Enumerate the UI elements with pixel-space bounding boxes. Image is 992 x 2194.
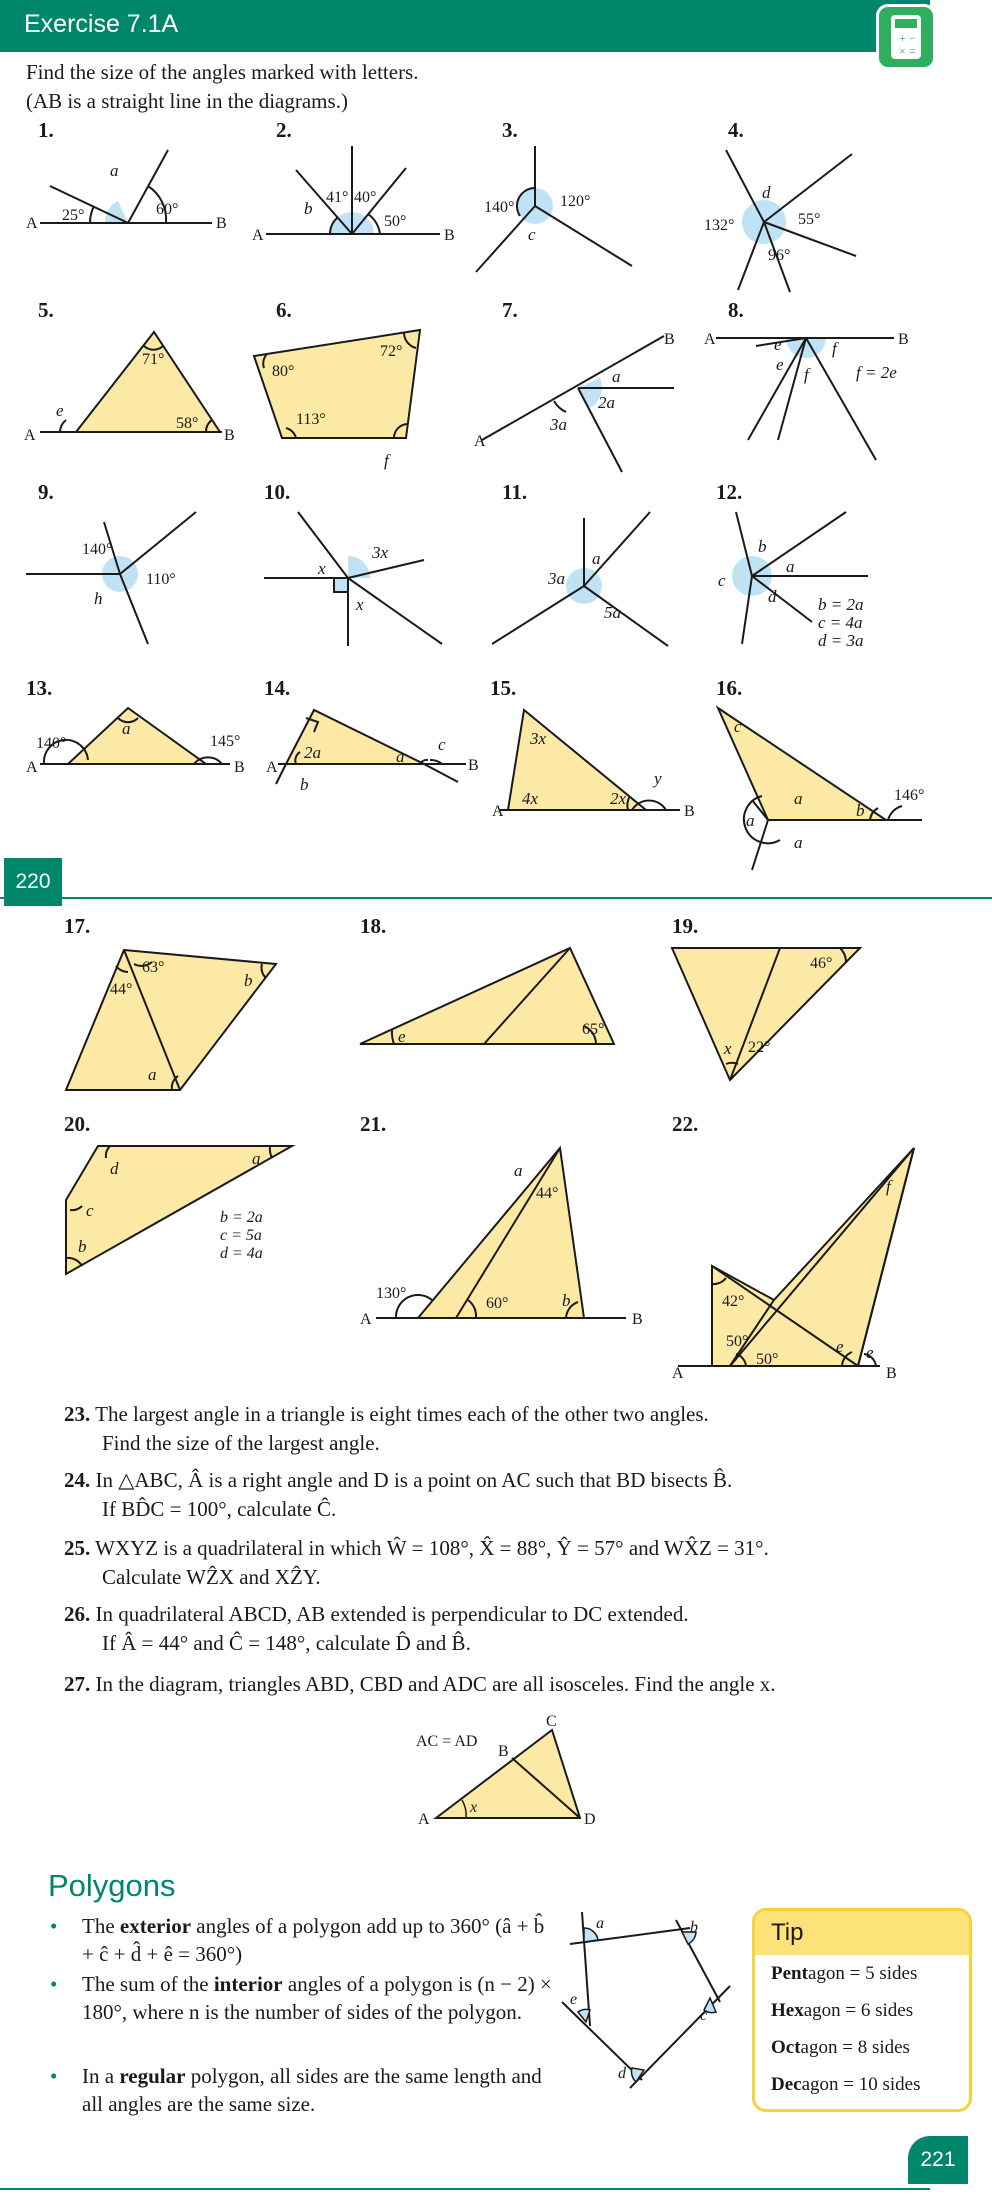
svg-text:a: a: [794, 833, 803, 852]
svg-text:22°: 22°: [748, 1039, 771, 1056]
svg-text:b: b: [562, 1291, 571, 1310]
svg-text:113°: 113°: [296, 411, 326, 428]
svg-text:50°: 50°: [384, 213, 407, 230]
question-number: 21.: [360, 1112, 387, 1136]
svg-text:A: A: [360, 1311, 372, 1328]
svg-text:5a: 5a: [604, 603, 621, 622]
svg-text:B: B: [224, 427, 235, 444]
svg-text:f = 2e: f = 2e: [856, 363, 897, 382]
svg-text:e: e: [570, 1991, 578, 2008]
svg-text:B: B: [898, 331, 909, 348]
svg-text:d: d: [618, 2065, 626, 2082]
svg-text:a: a: [794, 789, 803, 808]
svg-text:132°: 132°: [704, 217, 735, 234]
question-24: 24. In △ABC, Â is a right angle and D is a point on AC such that BD bisects B̂. If BD̂C = 100°, calculate Ĉ.: [64, 1468, 733, 1521]
question-number: 1.: [38, 118, 54, 142]
svg-text:B: B: [684, 803, 695, 820]
diagram-q22: [678, 1148, 914, 1366]
svg-text:c: c: [734, 717, 742, 736]
svg-text:65°: 65°: [582, 1021, 605, 1038]
tip-title: Tip: [755, 1911, 969, 1955]
svg-text:c: c: [438, 735, 446, 754]
svg-text:e: e: [866, 1343, 874, 1362]
question-number: 22.: [672, 1112, 699, 1136]
svg-text:b: b: [856, 801, 865, 820]
diagram-q13: [40, 708, 230, 764]
svg-text:3x: 3x: [530, 729, 547, 748]
svg-text:B: B: [886, 1365, 897, 1382]
svg-text:D: D: [584, 1811, 596, 1828]
svg-text:4x: 4x: [522, 789, 539, 808]
polygons-bullet-1: • The exterior angles of a polygon add up to 360° (â + b̂ + ĉ + d̂ + ê = 360°): [50, 1914, 545, 1966]
svg-text:72°: 72°: [380, 343, 403, 360]
svg-text:a: a: [596, 1915, 604, 1932]
svg-text:140°: 140°: [82, 541, 113, 558]
svg-text:40°: 40°: [354, 189, 377, 206]
svg-text:a: a: [252, 1149, 261, 1168]
instruction-line-1: Find the size of the angles marked with letters.: [26, 60, 419, 84]
svg-text:A: A: [492, 803, 504, 820]
svg-text:d = 4a: d = 4a: [220, 1245, 263, 1262]
svg-text:46°: 46°: [810, 955, 833, 972]
svg-text:120°: 120°: [560, 193, 591, 210]
question-number: 20.: [64, 1112, 91, 1136]
instruction-line-2: (AB is a straight line in the diagrams.): [26, 89, 348, 113]
svg-text:41°: 41°: [326, 189, 349, 206]
svg-text:3a: 3a: [550, 415, 567, 434]
svg-text:B: B: [632, 1311, 643, 1328]
diagram-q16: [718, 708, 925, 870]
polygons-bullet-3: • In a regular polygon, all sides are the same length and all angles are the same size.: [50, 2064, 542, 2116]
svg-text:B: B: [468, 757, 479, 774]
svg-text:A: A: [704, 331, 716, 348]
svg-text:a: a: [110, 161, 119, 180]
question-27: 27. In the diagram, triangles ABD, CBD and ADC are all isosceles. Find the angle x.: [64, 1672, 776, 1696]
svg-text:A: A: [474, 433, 486, 450]
page-number-220: 220: [4, 858, 62, 906]
svg-text:b = 2a: b = 2a: [818, 595, 864, 614]
calculator-icon: [876, 4, 936, 70]
svg-text:c: c: [86, 1201, 94, 1220]
svg-text:b: b: [78, 1237, 87, 1256]
svg-text:AC = AD: AC = AD: [416, 1733, 478, 1750]
question-number: 10.: [264, 480, 291, 504]
question-number: 12.: [716, 480, 743, 504]
svg-text:a: a: [396, 747, 405, 766]
diagram-q27: [400, 1706, 610, 1836]
svg-text:a: a: [746, 811, 755, 830]
diagram-q21: [376, 1148, 626, 1318]
tip-item: Hexagon = 6 sides: [771, 2000, 914, 2021]
svg-text:c: c: [700, 2007, 708, 2024]
svg-text:x: x: [356, 595, 364, 614]
svg-text:B: B: [216, 215, 227, 232]
question-number: 8.: [728, 298, 744, 322]
svg-text:d = 3a: d = 3a: [818, 631, 864, 650]
svg-text:A: A: [266, 759, 278, 776]
svg-text:b: b: [690, 1919, 698, 1936]
svg-text:3x: 3x: [372, 543, 389, 562]
svg-text:58°: 58°: [176, 415, 199, 432]
svg-text:h: h: [94, 589, 103, 608]
svg-text:146°: 146°: [894, 787, 925, 804]
svg-text:e: e: [776, 355, 784, 374]
svg-text:80°: 80°: [272, 363, 295, 380]
question-number: 17.: [64, 914, 91, 938]
svg-text:a: a: [148, 1065, 157, 1084]
svg-text:B: B: [498, 1743, 509, 1760]
svg-text:A: A: [26, 759, 38, 776]
question-23: 23. The largest angle in a triangle is eight times each of the other two angles. Find the size of the largest angle.: [64, 1402, 709, 1455]
svg-text:71°: 71°: [142, 351, 165, 368]
svg-text:25°: 25°: [62, 207, 85, 224]
question-number: 3.: [502, 118, 518, 142]
svg-text:a: a: [612, 367, 621, 386]
svg-text:63°: 63°: [142, 959, 165, 976]
question-number: 7.: [502, 298, 518, 322]
question-number: 4.: [728, 118, 744, 142]
diagram-q2: [266, 146, 440, 234]
svg-text:a: a: [786, 557, 795, 576]
question-number: 5.: [38, 298, 54, 322]
polygons-bullet-2: • The sum of the interior angles of a polygon is (n − 2) × 180°, where n is the number of sides of the polygon.: [50, 1972, 552, 2024]
svg-text:50°: 50°: [726, 1333, 749, 1350]
svg-text:b = 2a: b = 2a: [220, 1209, 263, 1226]
svg-text:x: x: [470, 1799, 478, 1816]
svg-text:d: d: [110, 1159, 119, 1178]
svg-text:d: d: [768, 587, 777, 606]
question-number: 18.: [360, 914, 387, 938]
question-number: 14.: [264, 676, 291, 700]
svg-text:d: d: [762, 183, 771, 202]
svg-text:A: A: [418, 1811, 430, 1828]
svg-text:130°: 130°: [376, 1285, 407, 1302]
svg-text:C: C: [546, 1713, 557, 1730]
svg-text:+: +: [899, 31, 906, 45]
page-number-221: 221: [908, 2136, 968, 2184]
svg-text:−: −: [909, 31, 916, 45]
svg-text:f: f: [832, 339, 837, 358]
tip-item: Decagon = 10 sides: [771, 2074, 921, 2095]
svg-text:x: x: [318, 559, 326, 578]
polygons-heading: Polygons: [48, 1868, 176, 1903]
svg-text:2x: 2x: [610, 789, 627, 808]
svg-text:B: B: [664, 331, 675, 348]
diagrams-page-220: [0, 130, 992, 890]
svg-text:140°: 140°: [484, 199, 515, 216]
svg-text:50°: 50°: [756, 1351, 779, 1368]
svg-text:f: f: [886, 1177, 891, 1196]
svg-text:B: B: [444, 227, 455, 244]
question-number: 16.: [716, 676, 743, 700]
svg-text:A: A: [672, 1365, 684, 1382]
svg-text:y: y: [654, 769, 662, 788]
svg-text:a: a: [514, 1161, 523, 1180]
svg-text:60°: 60°: [486, 1295, 509, 1312]
svg-text:×: ×: [899, 44, 906, 58]
tip-item: Pentagon = 5 sides: [771, 1963, 918, 1984]
svg-text:c: c: [718, 571, 726, 590]
svg-text:c = 4a: c = 4a: [818, 613, 863, 632]
svg-text:110°: 110°: [146, 571, 176, 588]
question-25: 25. WXYZ is a quadrilateral in which Ŵ = 108°, X̂ = 88°, Ŷ = 57° and WX̂Z = 31°. Calculate WẐX and XẐY.: [64, 1536, 769, 1589]
question-number: 15.: [490, 676, 517, 700]
diagrams-page-221: [0, 940, 992, 1390]
svg-text:x: x: [724, 1039, 732, 1058]
svg-text:60°: 60°: [156, 201, 179, 218]
svg-text:44°: 44°: [110, 981, 133, 998]
svg-text:b: b: [244, 971, 253, 990]
exercise-title: Exercise 7.1A: [24, 10, 179, 38]
svg-text:44°: 44°: [536, 1185, 559, 1202]
question-number: 11.: [502, 480, 528, 504]
svg-text:e: e: [836, 1337, 844, 1356]
diagram-q7: [482, 336, 674, 472]
diagram-q4: [726, 150, 856, 292]
svg-text:140°: 140°: [36, 735, 67, 752]
svg-text:3a: 3a: [548, 569, 565, 588]
tip-box: [752, 1908, 972, 2112]
svg-text:a: a: [592, 549, 601, 568]
svg-text:A: A: [24, 427, 36, 444]
question-number: 2.: [276, 118, 292, 142]
diagram-q10: [264, 512, 442, 646]
svg-text:a: a: [122, 719, 131, 738]
svg-text:e: e: [56, 401, 64, 420]
question-number: 6.: [276, 298, 292, 322]
page-divider: [0, 897, 992, 899]
svg-text:145°: 145°: [210, 733, 241, 750]
svg-text:42°: 42°: [722, 1293, 745, 1310]
pentagon-exterior-angles-diagram: [556, 1906, 746, 2096]
svg-text:2a: 2a: [598, 393, 615, 412]
svg-text:A: A: [252, 227, 264, 244]
svg-text:55°: 55°: [798, 211, 821, 228]
svg-text:2a: 2a: [304, 743, 321, 762]
svg-text:f: f: [384, 451, 389, 470]
svg-text:b: b: [300, 775, 309, 794]
exercise-instructions: [26, 58, 418, 116]
svg-text:96°: 96°: [768, 247, 791, 264]
svg-text:b: b: [304, 199, 313, 218]
svg-text:c = 5a: c = 5a: [220, 1227, 262, 1244]
question-number: 13.: [26, 676, 53, 700]
svg-text:A: A: [26, 215, 38, 232]
svg-text:e: e: [398, 1027, 406, 1046]
diagram-q11: [492, 512, 668, 646]
svg-text:=: =: [909, 44, 916, 58]
svg-text:e: e: [774, 335, 782, 354]
question-26: 26. In quadrilateral ABCD, AB extended is perpendicular to DC extended. If Â = 44° and Ĉ = 148°, calculate D̂ and B̂.: [64, 1602, 689, 1655]
svg-text:b: b: [758, 537, 767, 556]
svg-text:B: B: [234, 759, 245, 776]
question-number: 19.: [672, 914, 699, 938]
svg-text:c: c: [528, 225, 536, 244]
page-bottom-line: [0, 2188, 930, 2190]
diagram-q8: [716, 338, 894, 460]
question-number: 9.: [38, 480, 54, 504]
svg-text:f: f: [804, 365, 809, 384]
tip-item: Octagon = 8 sides: [771, 2037, 910, 2058]
